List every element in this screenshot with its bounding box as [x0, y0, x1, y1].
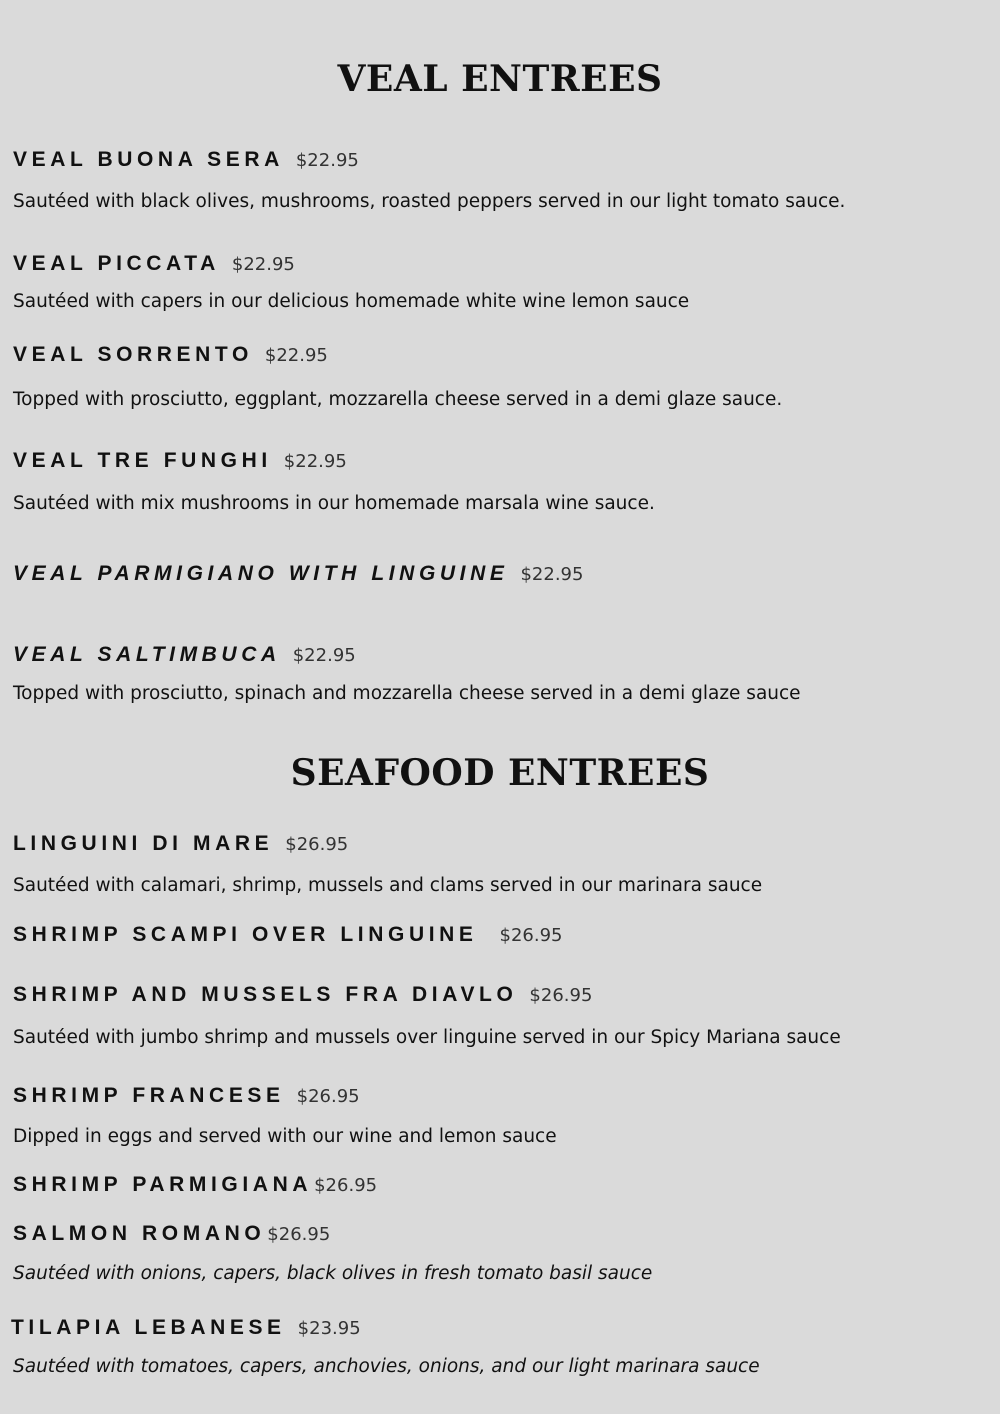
menu-item-salmon-romano — [13, 1222, 330, 1246]
menu-item-shrimp-francese — [13, 1084, 360, 1108]
item-name: VEAL TRE FUNGHI — [13, 449, 272, 472]
menu-item-tilapia-lebanese — [11, 1316, 361, 1340]
item-price: $26.95 — [296, 1086, 360, 1107]
item-name: VEAL SORRENTO — [13, 343, 253, 366]
item-price: $22.95 — [283, 451, 347, 472]
menu-item-shrimp-scampi — [13, 923, 563, 947]
item-price: $22.95 — [295, 150, 359, 171]
item-name: SHRIMP SCAMPI OVER LINGUINE — [13, 923, 478, 946]
item-description: Sautéed with capers in our delicious homemade white wine lemon sauce — [13, 291, 690, 312]
menu-item-veal-buona-sera — [13, 148, 359, 172]
item-price: $26.95 — [529, 985, 593, 1006]
menu-item-veal-sorrento — [13, 343, 328, 367]
item-description: Topped with prosciutto, spinach and mozzarella cheese served in a demi glaze sauce — [13, 683, 801, 704]
item-price: $22.95 — [231, 254, 295, 275]
item-description: Sautéed with tomatoes, capers, anchovies, onions, and our light marinara sauce — [13, 1356, 760, 1377]
item-name: SHRIMP FRANCESE — [13, 1084, 285, 1107]
item-name: VEAL PARMIGIANO WITH LINGUINE — [13, 562, 509, 585]
item-price: $26.95 — [285, 834, 349, 855]
item-name: VEAL BUONA SERA — [13, 148, 284, 171]
menu-item-veal-tre-funghi — [13, 449, 347, 473]
item-description: Sautéed with black olives, mushrooms, roasted peppers served in our light tomato sauce. — [13, 191, 846, 212]
menu-item-shrimp-mussels-fra-diavlo — [13, 983, 592, 1007]
menu-item-veal-parmigiano — [13, 562, 583, 586]
item-name: TILAPIA LEBANESE — [11, 1316, 286, 1339]
item-price: $22.95 — [292, 645, 356, 666]
item-price: $23.95 — [297, 1318, 361, 1339]
menu-item-veal-saltimbuca — [13, 643, 356, 667]
item-name: LINGUINI DI MARE — [13, 832, 274, 855]
menu-item-veal-piccata — [13, 252, 295, 276]
menu-item-linguini-di-mare — [13, 832, 348, 856]
item-name: SALMON ROMANO — [13, 1222, 266, 1245]
item-name: VEAL SALTIMBUCA — [13, 643, 281, 666]
veal-section-heading: VEAL ENTREES — [337, 58, 663, 100]
item-price: $22.95 — [264, 345, 328, 366]
item-price: $26.95 — [499, 925, 563, 946]
seafood-section-heading: SEAFOOD ENTREES — [290, 752, 710, 794]
item-name: SHRIMP AND MUSSELS FRA DIAVLO — [13, 983, 518, 1006]
item-name: VEAL PICCATA — [13, 252, 220, 275]
item-description: Topped with prosciutto, eggplant, mozzarella cheese served in a demi glaze sauce. — [13, 389, 783, 410]
item-price: $26.95 — [267, 1224, 331, 1245]
item-description: Dipped in eggs and served with our wine and lemon sauce — [13, 1126, 557, 1147]
item-description: Sautéed with calamari, shrimp, mussels and clams served in our marinara sauce — [13, 875, 763, 896]
item-description: Sautéed with mix mushrooms in our homemade marsala wine sauce. — [13, 493, 655, 514]
menu-item-shrimp-parmigiana — [13, 1173, 377, 1197]
item-description: Sautéed with onions, capers, black olives in fresh tomato basil sauce — [13, 1263, 653, 1284]
item-price: $22.95 — [520, 564, 584, 585]
item-price: $26.95 — [314, 1175, 378, 1196]
item-name: SHRIMP PARMIGIANA — [13, 1173, 313, 1196]
item-description: Sautéed with jumbo shrimp and mussels over linguine served in our Spicy Mariana sauce — [13, 1027, 841, 1048]
